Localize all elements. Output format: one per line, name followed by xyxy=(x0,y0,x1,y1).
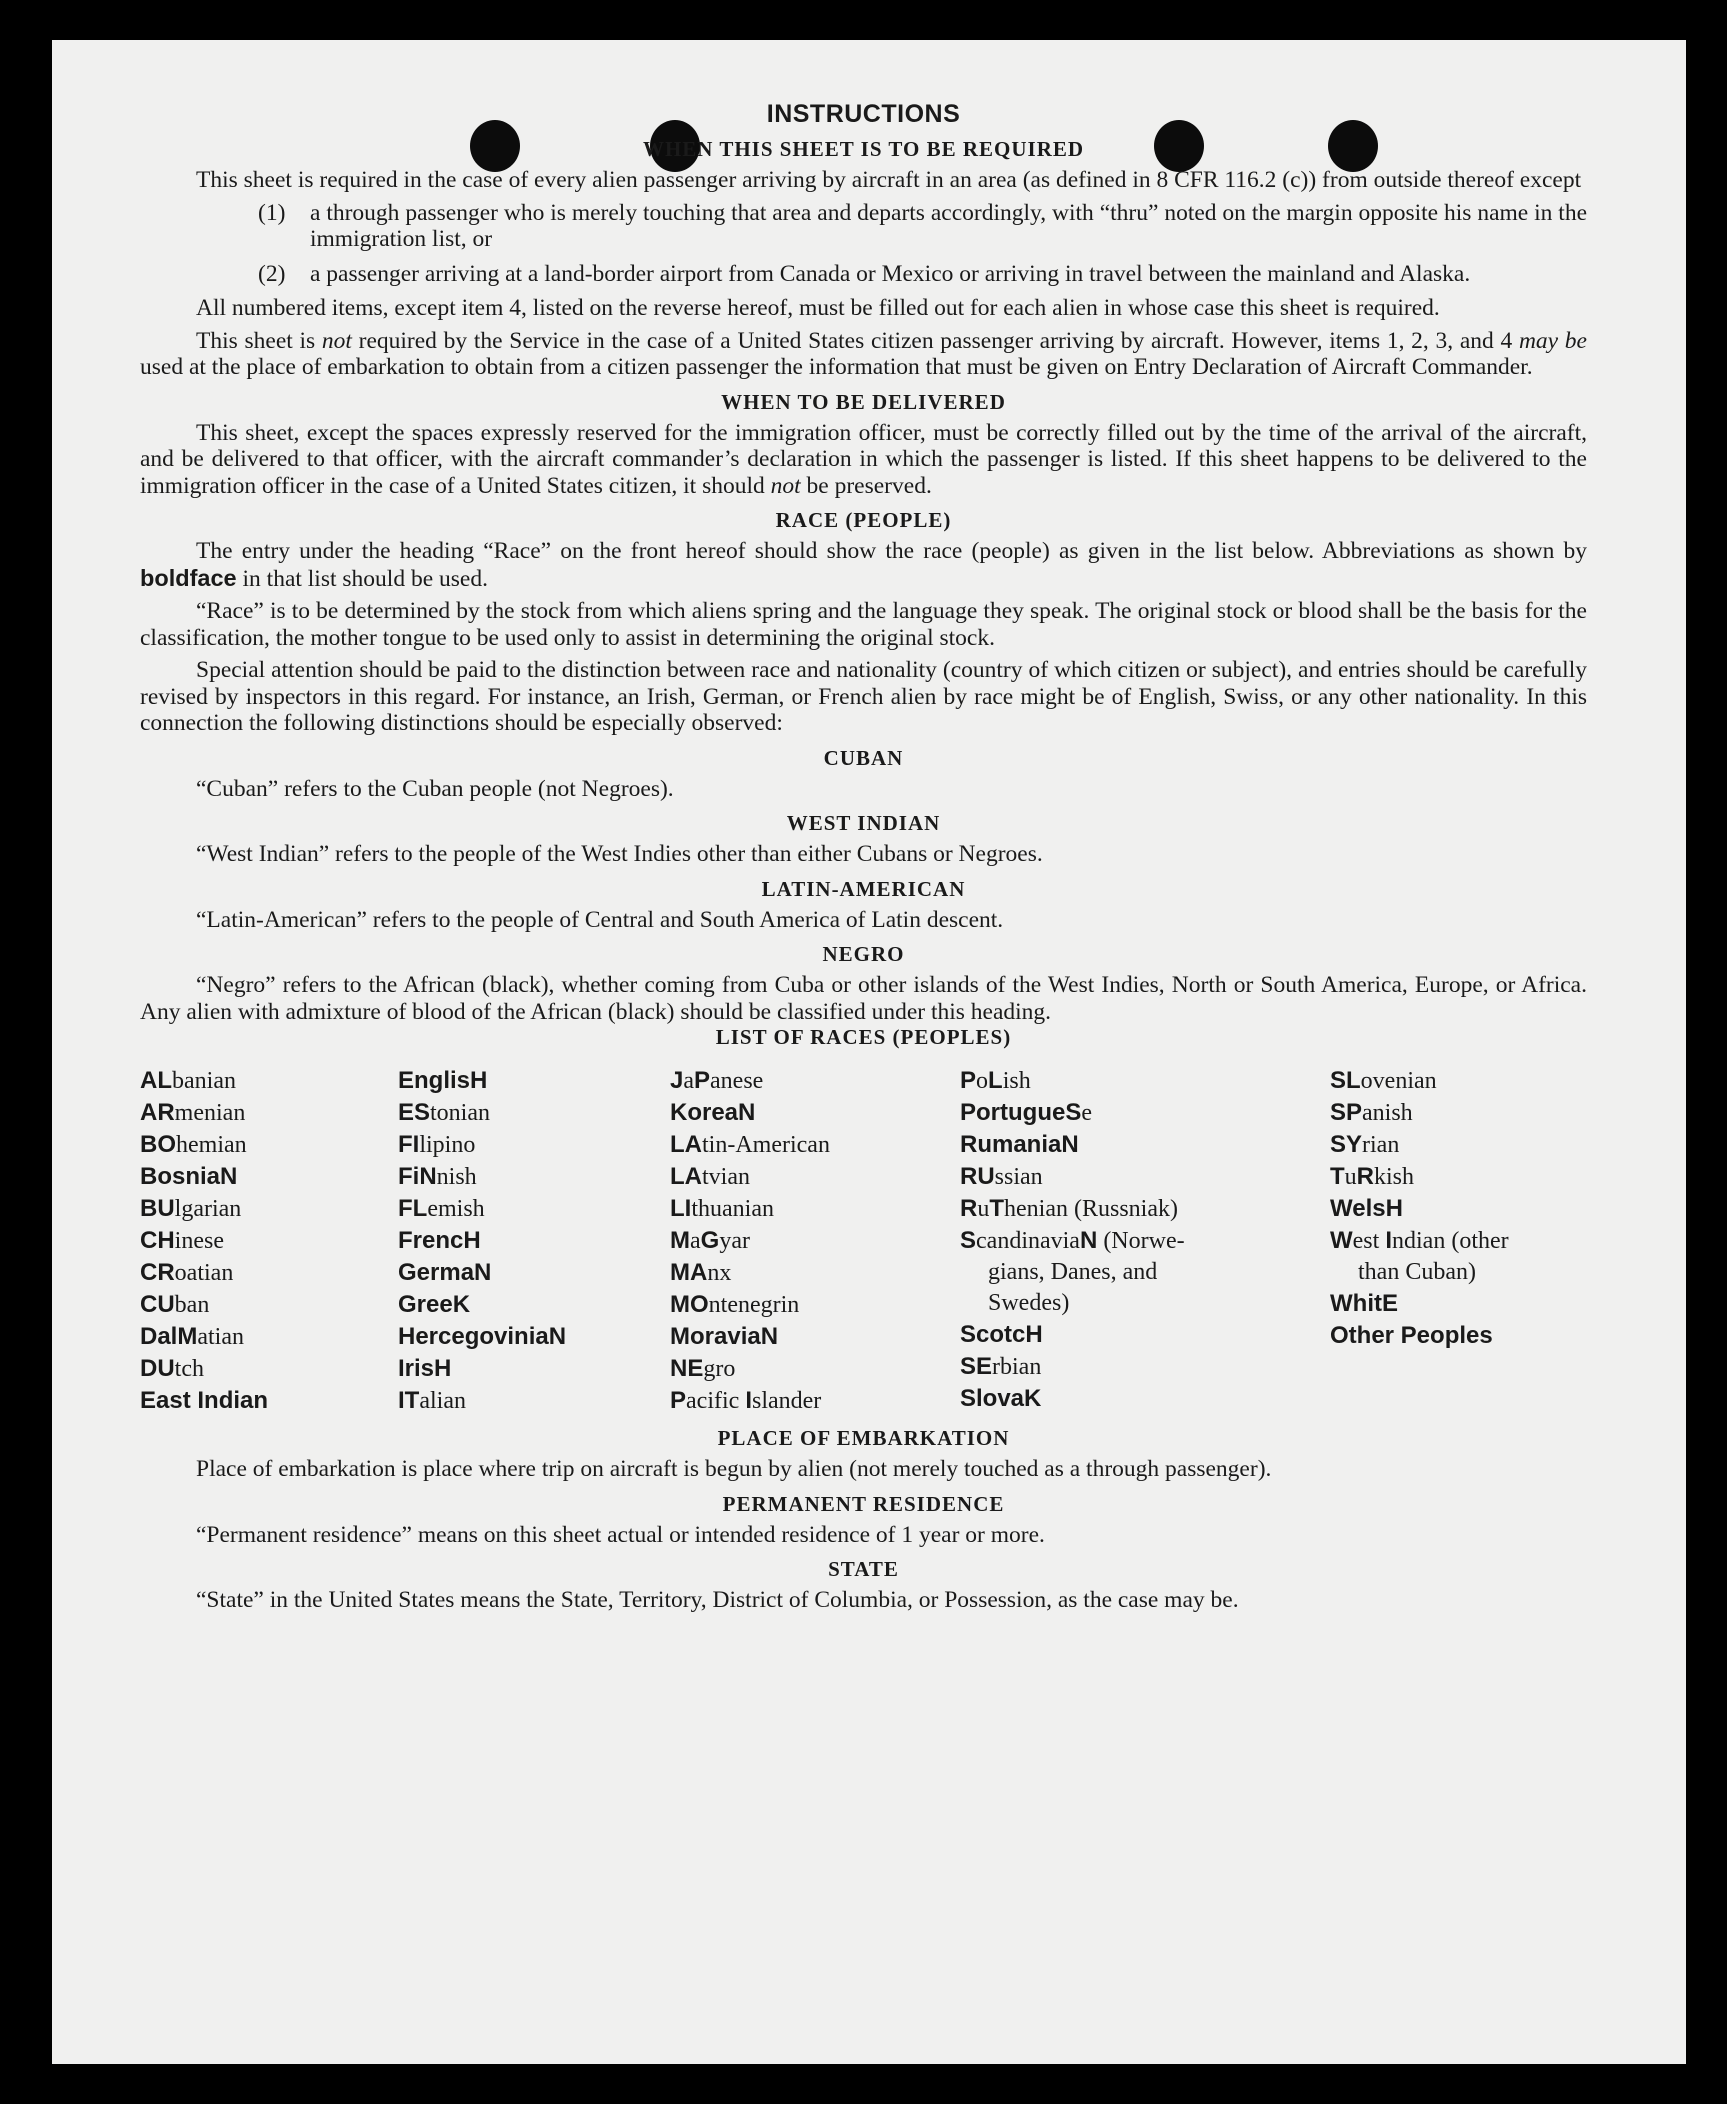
paragraph: Special attention should be paid to the distinction between race and nationality (country of which citizen or subject), and entries should be carefully revised by inspectors in this regard. For instance, an Irish, German, or French alien by race might be of English, Swiss, or any other nationality. In this connection the following distinctions should be especially observed: xyxy=(140,657,1587,736)
races-column-4 xyxy=(960,1065,1330,1417)
race-entry: MoraviaN xyxy=(670,1323,779,1350)
section-heading-west-indian: WEST INDIAN xyxy=(786,811,941,835)
paragraph: “Cuban” refers to the Cuban people (not Negroes). xyxy=(196,775,674,802)
race-entry: MAnx xyxy=(670,1259,732,1286)
race-entry: GermaN xyxy=(398,1259,492,1286)
race-entry: MOntenegrin xyxy=(670,1291,800,1318)
race-entry: KoreaN xyxy=(670,1099,756,1126)
section-heading-embarkation: PLACE OF EMBARKATION xyxy=(717,1426,1010,1450)
race-entry: RUssian xyxy=(960,1163,1043,1190)
race-entry: WelsH xyxy=(1330,1195,1403,1222)
races-column-5 xyxy=(1330,1065,1587,1417)
race-entry: PoLish xyxy=(960,1067,1031,1094)
race-entry: LAtin-American xyxy=(670,1131,830,1158)
race-entry: East Indian xyxy=(140,1387,269,1414)
section-heading-list-of-races: LIST OF RACES (PEOPLES) xyxy=(715,1025,1012,1049)
race-entry-continued: Swedes) xyxy=(988,1290,1070,1316)
paragraph: “Permanent residence” means on this sheet actual or intended residence of 1 year or more. xyxy=(196,1521,1045,1548)
race-entry: TuRkish xyxy=(1330,1163,1415,1190)
race-entry: IrisH xyxy=(398,1355,452,1382)
race-entry: FrencH xyxy=(398,1227,481,1254)
paragraph: “Race” is to be determined by the stock from which aliens spring and the language they speak. The original stock or blood shall be the basis for the classification, the mother tongue to be used only to assist in determining the original stock. xyxy=(140,598,1587,651)
section-heading-state: STATE xyxy=(828,1557,899,1581)
race-entry: FiNnish xyxy=(398,1163,477,1190)
race-entry: DalMatian xyxy=(140,1323,244,1350)
race-entry: ScotcH xyxy=(960,1321,1043,1348)
race-entry: EnglisH xyxy=(398,1067,488,1094)
race-entry: SLovenian xyxy=(1330,1067,1437,1094)
section-heading-delivered: WHEN TO BE DELIVERED xyxy=(721,389,1006,414)
race-entry: SErbian xyxy=(960,1353,1042,1380)
section-heading-latin-american: LATIN-AMERICAN xyxy=(761,876,966,901)
race-entry-continued: than Cuban) xyxy=(1358,1259,1476,1285)
race-entry: EStonian xyxy=(398,1099,491,1126)
page-title: INSTRUCTIONS xyxy=(766,100,961,128)
paragraph: “Negro” refers to the African (black), whether coming from Cuba or other islands of the West Indies, North or South America, Europe, or Africa. Any alien with admixture of blood of the African (black) should be classified under this heading. xyxy=(140,972,1587,1025)
list-item xyxy=(140,261,1587,288)
race-entry: ITalian xyxy=(398,1387,466,1414)
race-entry: Pacific Islander xyxy=(670,1387,822,1414)
section-heading-residence: PERMANENT RESIDENCE xyxy=(722,1491,1005,1516)
item-text: a through passenger who is merely touching that area and departs accordingly, with “thru” noted on the margin opposite his name in the immigration list, or xyxy=(310,199,1587,252)
race-entry: SlovaK xyxy=(960,1385,1042,1412)
paragraph: This sheet is not required by the Service in the case of a United States citizen passenger arriving by aircraft. However, items 1, 2, 3, and 4 may be used at the place of embarkation to obtain from a citizen passenger the information that must be given on Entry Declaration of Aircraft Commander. xyxy=(140,327,1587,380)
paragraph: All numbered items, except item 4, listed on the reverse hereof, must be filled out for each alien in whose case this sheet is required. xyxy=(196,295,1440,321)
paragraph: This sheet, except the spaces expressly reserved for the immigration officer, must be correctly filled out by the time of the arrival of the aircraft, and be delivered to that officer, with the aircraft commander’s declaration in which the passenger is listed. If this sheet happens to be delivered to the immigration officer in the case of a United States citizen, it should not be preserved. xyxy=(140,419,1587,499)
section-heading-race: RACE (PEOPLE) xyxy=(775,508,952,532)
section-heading-required: WHEN THIS SHEET IS TO BE REQUIRED xyxy=(642,137,1085,161)
race-entry: LAtvian xyxy=(670,1163,750,1190)
section-heading-cuban: CUBAN xyxy=(823,745,904,770)
paragraph: This sheet is required in the case of every alien passenger arriving by aircraft in an area (as defined in 8 CFR 116.2 (c)) from outside thereof except xyxy=(196,167,1582,193)
races-column-2 xyxy=(398,1065,670,1417)
race-entry: FIlipino xyxy=(398,1131,476,1158)
race-entry: RumaniaN xyxy=(960,1131,1079,1158)
race-entry: LIthuanian xyxy=(670,1195,774,1222)
race-entry: Other Peoples xyxy=(1330,1322,1493,1349)
race-entry: MaGyar xyxy=(670,1227,750,1254)
race-entry: BUlgarian xyxy=(140,1195,242,1222)
race-entry: SPanish xyxy=(1330,1099,1413,1126)
paragraph: “Latin-American” refers to the people of Central and South America of Latin descent. xyxy=(196,906,1004,933)
race-entry: ScandinaviaN (Norwe- xyxy=(960,1227,1185,1254)
race-entry: RuThenian (Russniak) xyxy=(960,1195,1178,1222)
race-entry: BosniaN xyxy=(140,1163,238,1190)
race-entry: PortugueSe xyxy=(960,1099,1092,1126)
paragraph: “West Indian” refers to the people of the West Indies other than either Cubans or Negroes. xyxy=(196,841,1043,867)
paragraph: “State” in the United States means the State, Territory, District of Columbia, or Possession, as the case may be. xyxy=(196,1587,1239,1613)
list-item xyxy=(140,200,1587,253)
races-column-3 xyxy=(670,1065,960,1417)
race-entry: NEgro xyxy=(670,1355,736,1382)
race-entry: CUban xyxy=(140,1291,210,1318)
instructions-content xyxy=(140,100,1587,1620)
races-column-1 xyxy=(140,1065,398,1417)
race-entry: West Indian (other xyxy=(1330,1227,1509,1254)
item-number: (1) xyxy=(258,199,286,226)
race-entry: GreeK xyxy=(398,1291,471,1318)
race-entry: FLemish xyxy=(398,1195,485,1222)
race-entry: ALbanian xyxy=(140,1067,236,1094)
race-entry: ARmenian xyxy=(140,1099,246,1126)
race-entry: WhitE xyxy=(1330,1290,1398,1317)
race-entry: SYrian xyxy=(1330,1131,1400,1158)
paragraph: The entry under the heading “Race” on the front hereof should show the race (people) as given in the list below. Abbreviations as shown by boldface in that list should be used. xyxy=(140,538,1587,592)
paragraph: Place of embarkation is place where trip on aircraft is begun by alien (not merely touched as a through passenger). xyxy=(196,1456,1272,1482)
race-entry: HercegoviniaN xyxy=(398,1323,567,1350)
item-number: (2) xyxy=(258,260,286,287)
item-text: a passenger arriving at a land-border airport from Canada or Mexico or arriving in travel between the mainland and Alaska. xyxy=(310,260,1471,287)
race-entry: BOhemian xyxy=(140,1131,247,1158)
section-heading-negro: NEGRO xyxy=(822,942,905,966)
races-list xyxy=(140,1065,1587,1417)
race-entry-continued: gians, Danes, and xyxy=(988,1259,1158,1285)
race-entry: CRoatian xyxy=(140,1259,234,1286)
race-entry: CHinese xyxy=(140,1227,224,1254)
race-entry: DUtch xyxy=(140,1355,204,1382)
race-entry: JaPanese xyxy=(670,1067,764,1094)
